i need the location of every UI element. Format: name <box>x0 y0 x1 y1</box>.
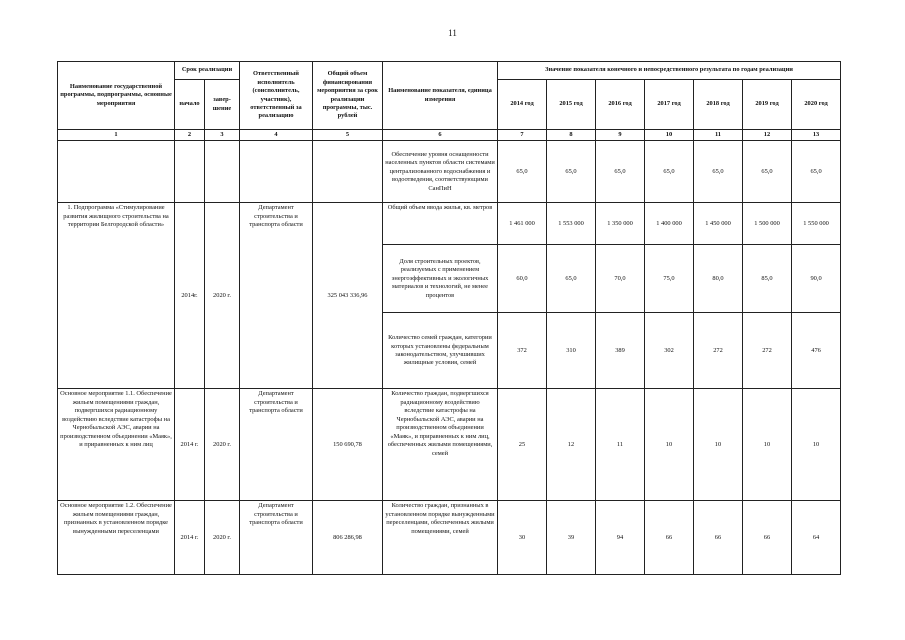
table-row <box>58 141 841 203</box>
page-number: 11 <box>448 28 457 38</box>
responsible-cell: Департамент строительства и транспорта области <box>240 203 313 389</box>
subprogram-name: 1. Подпрограмма «Стимулирование развития жилищного строительства на территории Белгородской области» <box>58 203 175 389</box>
header-year-2017: 2017 год <box>645 80 694 130</box>
indicator-cell: Количество граждан, признанных в установленном порядке вынужденными переселенцами, обеспеченных жилыми помещениями, семей <box>383 501 498 575</box>
col-number: 4 <box>240 130 313 141</box>
value-cell: 65,0 <box>498 141 547 203</box>
end-cell: 2020 г. <box>205 389 240 501</box>
value-cell: 10 <box>694 389 743 501</box>
table-row <box>58 389 841 501</box>
start-cell: 2014г. <box>175 203 205 389</box>
indicator-cell: Доля строительных проектов, реализуемых с применением энергоэффективных и экологичных материалов и технологий, не менее процентов <box>383 245 498 313</box>
col-number: 1 <box>58 130 175 141</box>
value-cell: 1 450 000 <box>694 203 743 245</box>
header-term: Срок реализации <box>175 62 240 80</box>
col-number: 5 <box>313 130 383 141</box>
table-row <box>58 203 841 245</box>
value-cell: 476 <box>792 313 841 389</box>
value-cell: 90,0 <box>792 245 841 313</box>
col-number: 3 <box>205 130 240 141</box>
header-year-2020: 2020 год <box>792 80 841 130</box>
value-cell: 12 <box>547 389 596 501</box>
value-cell: 66 <box>743 501 792 575</box>
value-cell: 389 <box>596 313 645 389</box>
col-number: 9 <box>596 130 645 141</box>
col-number: 12 <box>743 130 792 141</box>
value-cell: 65,0 <box>547 245 596 313</box>
header-year-2019: 2019 год <box>743 80 792 130</box>
col-number: 6 <box>383 130 498 141</box>
value-cell: 66 <box>694 501 743 575</box>
header-year-2018: 2018 год <box>694 80 743 130</box>
header-funding: Общий объем финансирования мероприятия за срок реализации программы, тыс. рублей <box>313 62 383 130</box>
indicator-cell: Общий объем ввода жилья, кв. метров <box>383 203 498 245</box>
value-cell: 39 <box>547 501 596 575</box>
measure-name: Основное мероприятие 1.1. Обеспечение жильем помещениями граждан, подвергшихся радиационному воздействию вследствие катастрофы на Чернобыльской АЭС, аварии на производственном объединении «Маяк», и приравненных к ним лиц <box>58 389 175 501</box>
indicator-cell: Обеспечение уровня оснащенности населенных пунктов области системами централизованного водоснабжения и водоотведения, соответствующими СанПиН <box>383 141 498 203</box>
program-table <box>57 61 841 575</box>
header-end: завер-шение <box>205 80 240 130</box>
value-cell: 25 <box>498 389 547 501</box>
responsible-cell: Департамент строительства и транспорта области <box>240 501 313 575</box>
value-cell: 302 <box>645 313 694 389</box>
value-cell: 75,0 <box>645 245 694 313</box>
header-name: Наименование государственной программы, подпрограммы, основные мероприятия <box>58 62 175 130</box>
indicator-cell: Количество семей граждан, категории которых установлены федеральным законодательством, улучшивших жилищные условия, семей <box>383 313 498 389</box>
value-cell: 64 <box>792 501 841 575</box>
value-cell: 65,0 <box>694 141 743 203</box>
value-cell: 65,0 <box>743 141 792 203</box>
value-cell: 1 550 000 <box>792 203 841 245</box>
header-year-2014: 2014 год <box>498 80 547 130</box>
col-number: 8 <box>547 130 596 141</box>
start-cell: 2014 г. <box>175 501 205 575</box>
value-cell: 65,0 <box>645 141 694 203</box>
end-cell: 2020 г. <box>205 501 240 575</box>
value-cell: 11 <box>596 389 645 501</box>
header-year-2015: 2015 год <box>547 80 596 130</box>
value-cell: 94 <box>596 501 645 575</box>
value-cell: 10 <box>792 389 841 501</box>
value-cell: 272 <box>694 313 743 389</box>
end-cell: 2020 г. <box>205 203 240 389</box>
value-cell: 10 <box>743 389 792 501</box>
value-cell: 65,0 <box>792 141 841 203</box>
indicator-cell: Количество граждан, подвергшихся радиационному воздействию вследствие катастрофы на Чернобыльской АЭС, аварии на производственном объединении «Маяк», и приравненных к ним лиц, обеспеченных жилыми помещениями, семей <box>383 389 498 501</box>
col-number: 10 <box>645 130 694 141</box>
funding-cell: 150 690,78 <box>313 389 383 501</box>
value-cell: 272 <box>743 313 792 389</box>
table-row <box>58 501 841 575</box>
col-number: 7 <box>498 130 547 141</box>
value-cell: 70,0 <box>596 245 645 313</box>
header-indicator: Наименование показателя, единица измерения <box>383 62 498 130</box>
value-cell: 65,0 <box>596 141 645 203</box>
value-cell: 1 350 000 <box>596 203 645 245</box>
responsible-cell: Департамент строительства и транспорта области <box>240 389 313 501</box>
header-responsible: Ответственный исполнитель (соисполнитель, участник), ответственный за реализацию <box>240 62 313 130</box>
funding-cell: 325 043 336,96 <box>313 203 383 389</box>
value-cell: 85,0 <box>743 245 792 313</box>
value-cell: 10 <box>645 389 694 501</box>
col-number: 11 <box>694 130 743 141</box>
funding-cell: 806 286,98 <box>313 501 383 575</box>
value-cell: 1 400 000 <box>645 203 694 245</box>
value-cell: 372 <box>498 313 547 389</box>
value-cell: 80,0 <box>694 245 743 313</box>
col-number: 2 <box>175 130 205 141</box>
value-cell: 30 <box>498 501 547 575</box>
header-start: начало <box>175 80 205 130</box>
value-cell: 66 <box>645 501 694 575</box>
value-cell: 1 461 000 <box>498 203 547 245</box>
value-cell: 1 553 000 <box>547 203 596 245</box>
start-cell: 2014 г. <box>175 389 205 501</box>
value-cell: 65,0 <box>547 141 596 203</box>
header-values: Значение показателя конечного и непосредственного результата по годам реализации <box>498 62 841 80</box>
col-number: 13 <box>792 130 841 141</box>
value-cell: 60,0 <box>498 245 547 313</box>
measure-name: Основное мероприятие 1.2. Обеспечение жильем помещениями граждан, признанных в установленном порядке вынужденными переселенцами <box>58 501 175 575</box>
header-year-2016: 2016 год <box>596 80 645 130</box>
value-cell: 310 <box>547 313 596 389</box>
value-cell: 1 500 000 <box>743 203 792 245</box>
